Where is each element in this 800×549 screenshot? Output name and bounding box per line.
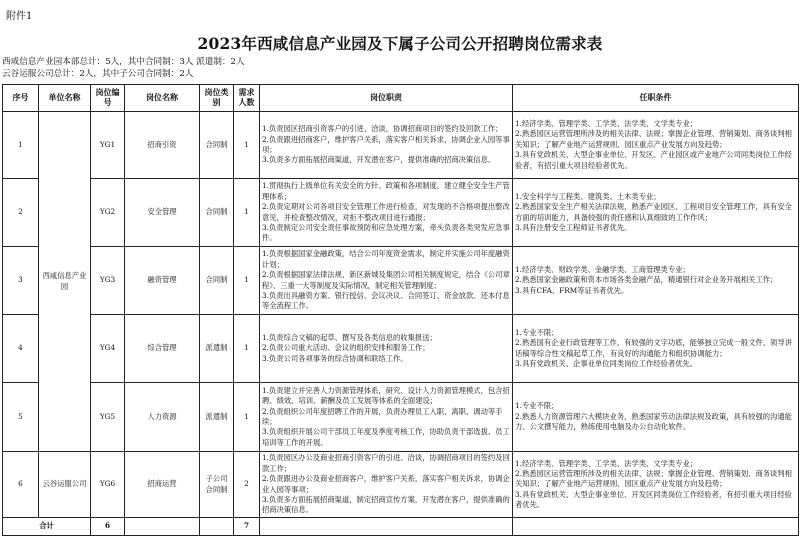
table-row [3,452,799,518]
row-seq: 5 [3,383,39,452]
row-type: 子公司合同制 [200,452,234,518]
total-empty-cell [513,518,799,536]
header-duties: 岗位职责 [260,85,513,112]
req-line: 1.经济学类、管理学类、工学类、法学类、文学类专业； [515,458,698,468]
header-type: 岗位类别 [200,85,234,112]
attachment-label: 附件1 [6,11,33,22]
header-reqs: 任职条件 [513,85,799,112]
duty-line: 2.负责公司重大活动、会议的组织安排和服务工作； [262,343,430,353]
table-row [3,179,799,247]
req-line: 2.熟悉国家安全生产相关法律法规，熟悉产业园区、工程项目安全管理工作，具有安全方面的培训能力，具备较强的责任感和认真细致的工作作风； [515,202,792,222]
row-count: 2 [234,452,260,518]
req-line: 1.专业不限； [515,401,559,411]
row-seq: 4 [3,315,39,383]
duty-line: 1.负责园区办公及商业招商引资客户的引进、洽谈，协调招商项目的签约及回款工作； [262,453,510,473]
unit-name-cell: 云谷运服公司 [39,452,91,518]
duty-line: 2.负责跟进招商客户，维护客户关系，落实客户相关诉求，协调企业入园等事项； [262,134,510,154]
req-line: 1.经济学类、财政学类、金融学类、工商管理类专业； [515,264,690,274]
row-count: 1 [234,112,260,179]
duty-line: 3.负责出具融资方案、银行授信、会议决议、合同签订、资金放款、还本付息等全流程工作。 [262,290,510,311]
total-empty-cell [260,518,513,536]
row-type: 派遣制 [200,383,234,452]
req-line: 2.熟悉园区运营管理所涉及的相关法律、法规；掌握企业管理、营销策划、商务谈判相关知识；了解产业地产运营规则、园区重点产业发展方向及趋势； [515,468,792,489]
duty-line: 2.负责根据国家法律法规、新区新城及集团公司相关制度规定，结合《公司章程》、三重一大等制度及实际情况，制定相关管理制度； [262,270,510,290]
row-count: 1 [234,179,260,247]
row-requirements [513,452,799,518]
duty-line: 3.负责公司各项事务的综合协调和联络工作。 [262,353,408,363]
row-type: 派遣制 [200,315,234,383]
row-duties [260,247,513,315]
row-requirements [513,179,799,247]
duty-line: 2.负责组织公司年度招聘工作的开展，负责办理员工入职、离职、调动等手续； [262,406,503,426]
row-code: YG3 [91,247,125,315]
row-count: 1 [234,315,260,383]
duty-line: 1.负责建立并完善人力资源管理体系，研究、设计人力资源管理模式，包含招聘、绩效、培训、薪酬及员工发展等体系的全面建设； [262,385,510,406]
table-header-row [3,85,799,112]
header-unit: 单位名称 [39,85,91,112]
table-row [3,383,799,452]
row-code: YG5 [91,383,125,452]
row-seq: 6 [3,452,39,518]
row-seq: 2 [3,179,39,247]
row-seq: 1 [3,112,39,179]
req-line: 1.安全科学与工程类、建筑类、土木类专业； [515,191,661,201]
row-position-name: 安全管理 [125,179,200,247]
header-code: 岗位编号 [91,85,125,112]
header-count: 需求人数 [234,85,260,112]
duty-line: 1.负责园区招商引资客户的引进、洽谈，协调招商项目的签约及回款工作； [262,124,503,134]
row-seq: 3 [3,247,39,315]
recruitment-table [2,84,799,536]
table-row [3,315,799,383]
duty-line: 1.贯彻执行上级单位有关安全的方针、政策和各项制度，建立健全安全生产管理体系； [262,181,510,201]
summary-line-subsidiary: 云谷运服公司总计：2人，其中子公司合同制：2人 [2,69,194,79]
total-label: 合计 [3,518,91,536]
duty-line: 2.负责跟进办公及商业招商客户，维护客户关系，落实客户相关诉求，协调企业入园等事项； [262,474,510,494]
row-code: YG4 [91,315,125,383]
req-line: 3.具有党政机关、大型企事业单位、开发区、产业园区或产业地产公司同类岗位工作经验者，有招引重大项目经验者优先。 [515,150,792,170]
duty-line: 1.负责根据国家金融政策，结合公司年度资金需求，制定并实施公司年度融资计划； [262,249,510,269]
row-duties [260,179,513,247]
req-line: 2.熟悉园区运营管理所涉及的相关法律、法规；掌握企业管理、营销策划、商务谈判相关知识；了解产业地产运营规则、园区重点产业发展方向及趋势； [515,129,792,149]
row-requirements [513,383,799,452]
duty-line: 3.负责制定公司安全责任事故预防和应急处理方案，牵头负责各类突发应急事件。 [262,222,510,243]
row-position-name: 融资管理 [125,247,200,315]
duty-line: 3.负责组织开展公司干部员工年度及季度考核工作，协助负责干部选拔、员工培训等工作的开展。 [262,427,510,447]
total-positions: 6 [91,518,125,536]
duty-line: 1.负责综合文稿的起草、撰写及各类信息的收集报送； [262,332,437,342]
req-line: 2.熟悉人力资源管理六大模块业务，熟悉国家劳动法律法规及政策，具有较强的沟通能力、公文撰写能力，熟练使用电脑及办公自动化软件。 [515,411,792,432]
table-row [3,247,799,315]
req-line: 3.具有CFA、FRM等证书者优先。 [515,285,629,295]
duty-line: 3.负责多方面拓展招商渠道，制定招商宣传方案，开发潜在客户，提供准确的招商决策信息。 [262,494,510,515]
row-position-name: 招商引资 [125,112,200,179]
total-empty-cell [200,518,234,536]
req-line: 3.具有党政机关、企事业单位同类岗位工作经验者优先。 [515,358,698,368]
req-line: 1.经济学类、管理学类、工学类、法学类、文学类专业； [515,119,698,129]
req-line: 2.熟悉国家金融政策和资本市场各类金融产品，精通银行对企业务开展相关工作； [515,275,778,285]
row-position-name: 招商运营 [125,452,200,518]
row-position-name: 人力资源 [125,383,200,452]
row-count: 1 [234,247,260,315]
req-line: 1.专业不限； [515,327,559,337]
req-line: 2.熟悉国有企业行政管理等工作，有较强的文字功底，能够独立完成一般文件、领导讲话稿等综合性文稿起草工作，有良好的沟通能力和组织协调能力； [515,338,792,358]
summary-line-hq: 西咸信息产业园本部总计：5人，其中合同制：3人 派遣制：2人 [2,57,245,67]
row-type: 合同制 [200,247,234,315]
duty-line: 2.负责定期对公司各项目安全管理工作进行检查，对发现的不合格项提出整改意见，并检查整改情况，对拒不整改项目进行通报； [262,202,510,222]
row-duties [260,452,513,518]
total-empty-cell [125,518,200,536]
req-line: 3.具有党政机关、大型企事业单位、开发区同类岗位工作经验者，有招引重大项目经验者优先。 [515,489,792,510]
unit-name-cell: 西咸信息产业园 [39,112,91,452]
row-type: 合同制 [200,112,234,179]
req-line: 3.具有注册安全工程师证书者优先。 [515,222,632,232]
row-count: 1 [234,383,260,452]
row-code: YG1 [91,112,125,179]
total-people: 7 [234,518,260,536]
row-duties [260,315,513,383]
table-row [3,112,799,179]
row-duties [260,383,513,452]
row-requirements [513,247,799,315]
page-title: 2023年西咸信息产业园及下属子公司公开招聘岗位需求表 [197,34,603,53]
total-row [3,518,799,536]
row-duties [260,112,513,179]
row-type: 合同制 [200,179,234,247]
row-requirements [513,112,799,179]
header-seq: 序号 [3,85,39,112]
row-code: YG6 [91,452,125,518]
row-requirements [513,315,799,383]
row-code: YG2 [91,179,125,247]
row-position-name: 综合管理 [125,315,200,383]
header-name: 岗位名称 [125,85,200,112]
duty-line: 3.负责多方面拓展招商渠道，开发潜在客户，提供准确的招商决策信息。 [262,155,496,165]
